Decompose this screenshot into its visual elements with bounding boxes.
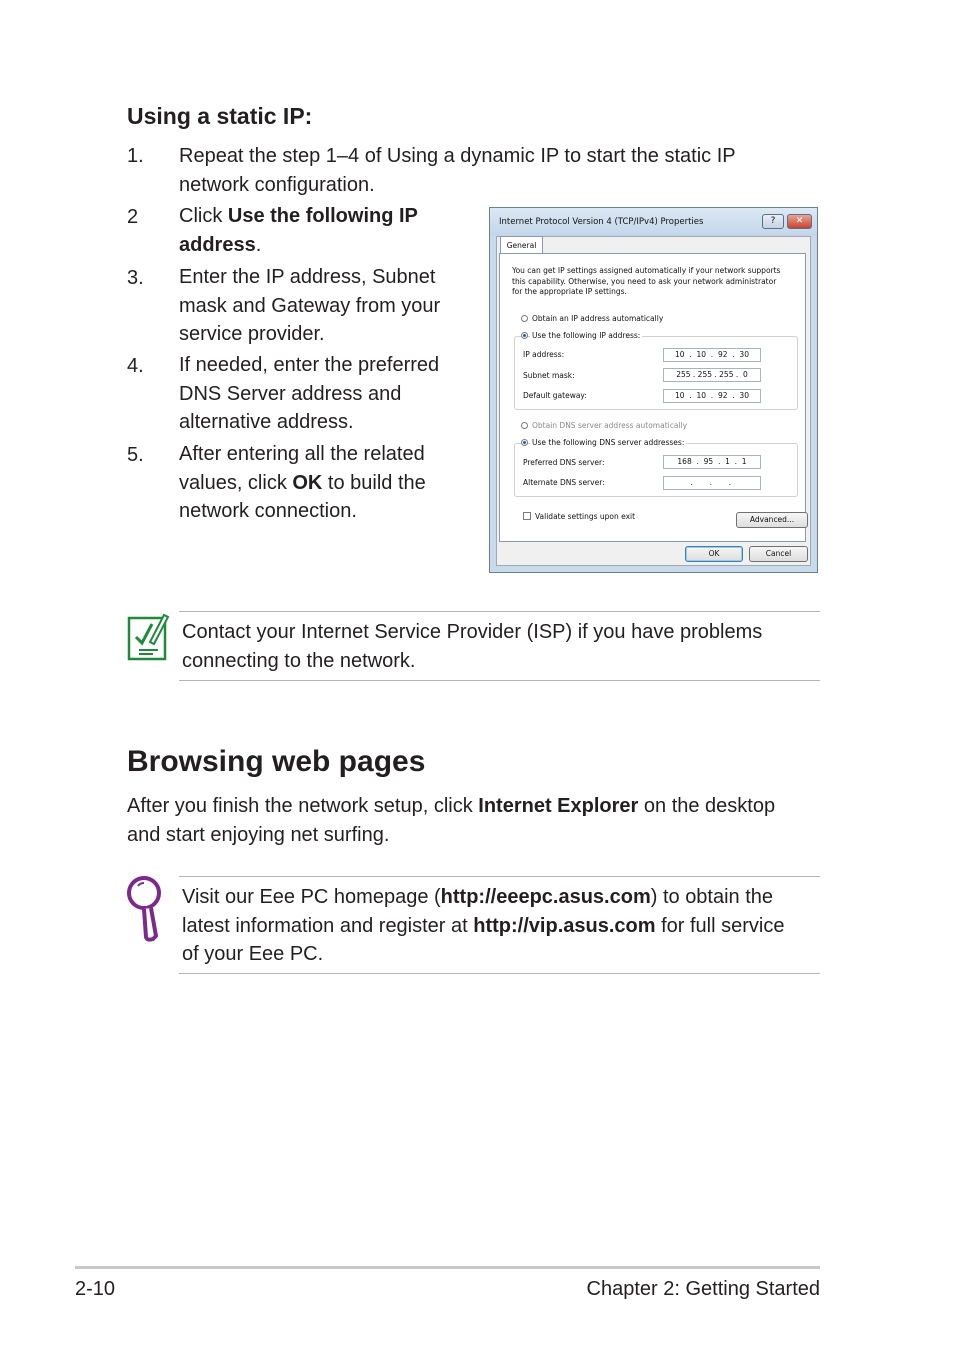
validate-checkbox[interactable] bbox=[523, 512, 531, 520]
step-text: Click Use the following IP address. bbox=[179, 205, 418, 256]
ok-button[interactable]: OK bbox=[685, 546, 743, 562]
dialog-title: Internet Protocol Version 4 (TCP/IPv4) Properties bbox=[499, 217, 704, 227]
radio-static-dns[interactable] bbox=[521, 439, 528, 446]
tip-magnifier-icon bbox=[126, 873, 164, 943]
step-text: If needed, enter the preferred DNS Server address and alternative address. bbox=[179, 354, 440, 433]
close-button[interactable]: ✕ bbox=[787, 214, 812, 229]
help-button[interactable]: ? bbox=[762, 214, 784, 229]
step-number: 1. bbox=[127, 145, 144, 167]
validate-label: Validate settings upon exit bbox=[535, 512, 636, 521]
tab-general[interactable]: General bbox=[500, 236, 543, 254]
preferred-dns-label: Preferred DNS server: bbox=[523, 458, 605, 467]
step-number: 2 bbox=[127, 206, 139, 228]
subnet-mask-field[interactable]: 255 . 255 . 255 . 0 bbox=[663, 368, 761, 382]
tcpip-properties-dialog bbox=[489, 207, 818, 573]
note-pencil-icon bbox=[126, 612, 170, 662]
note-text: Contact your Internet Service Provider (ISP) if you have problems connecting to the network. bbox=[182, 621, 763, 672]
radio-auto-ip-label: Obtain an IP address automatically bbox=[532, 314, 664, 323]
page-number: 2-10 bbox=[75, 1278, 116, 1300]
step-number: 4. bbox=[127, 355, 144, 377]
dialog-titlebar bbox=[490, 208, 817, 236]
subnet-mask-label: Subnet mask: bbox=[523, 371, 575, 380]
section-heading: Using a static IP: bbox=[127, 103, 313, 129]
vip-link[interactable]: http://vip.asus.com bbox=[473, 914, 656, 937]
footer-rule bbox=[75, 1266, 820, 1269]
alternate-dns-label: Alternate DNS server: bbox=[523, 478, 605, 487]
step-text: Enter the IP address, Subnet mask and Gateway from your service provider. bbox=[179, 266, 441, 345]
radio-auto-dns[interactable] bbox=[521, 422, 528, 429]
radio-static-ip-label: Use the following IP address: bbox=[532, 331, 641, 340]
general-panel bbox=[499, 253, 806, 542]
step-number: 5. bbox=[127, 444, 144, 466]
step-number: 3. bbox=[127, 267, 144, 289]
alternate-dns-field[interactable]: . . . bbox=[663, 476, 761, 490]
tip-bottom-rule bbox=[179, 973, 820, 974]
tip-top-rule bbox=[179, 876, 820, 877]
radio-static-ip[interactable] bbox=[521, 332, 528, 339]
tip-text: Visit our Eee PC homepage (http://eeepc.asus.com) to obtain the latest information and register at http://vip.asus.com for full service of your Eee PC. bbox=[182, 886, 785, 965]
radio-auto-dns-label: Obtain DNS server address automatically bbox=[532, 421, 688, 430]
preferred-dns-field[interactable]: 168 . 95 . 1 . 1 bbox=[663, 455, 761, 469]
browsing-heading: Browsing web pages bbox=[127, 745, 426, 778]
note-bottom-rule bbox=[179, 680, 820, 681]
browsing-text: After you finish the network setup, click Internet Explorer on the desktop and start enjoying net surfing. bbox=[127, 795, 776, 846]
step-text: After entering all the related values, click OK to build the network connection. bbox=[179, 443, 426, 522]
radio-static-dns-label: Use the following DNS server addresses: bbox=[532, 438, 685, 447]
ip-address-label: IP address: bbox=[523, 350, 565, 359]
advanced-button[interactable]: Advanced... bbox=[736, 512, 808, 528]
ip-address-field[interactable]: 10 . 10 . 92 . 30 bbox=[663, 348, 761, 362]
radio-auto-ip[interactable] bbox=[521, 315, 528, 322]
eeepc-link[interactable]: http://eeepc.asus.com bbox=[440, 886, 651, 908]
cancel-button[interactable]: Cancel bbox=[749, 546, 808, 562]
gateway-field[interactable]: 10 . 10 . 92 . 30 bbox=[663, 389, 761, 403]
note-top-rule bbox=[179, 611, 820, 612]
step-text: Repeat the step 1–4 of Using a dynamic IP to start the static IP network configuration. bbox=[179, 145, 736, 196]
gateway-label: Default gateway: bbox=[523, 391, 587, 400]
intro-text: You can get IP settings assigned automatically if your network supports this capability. Otherwise, you need to ask your network administrator for the appropriate IP settings. bbox=[512, 266, 781, 296]
chapter-title: Chapter 2: Getting Started bbox=[586, 1278, 820, 1300]
